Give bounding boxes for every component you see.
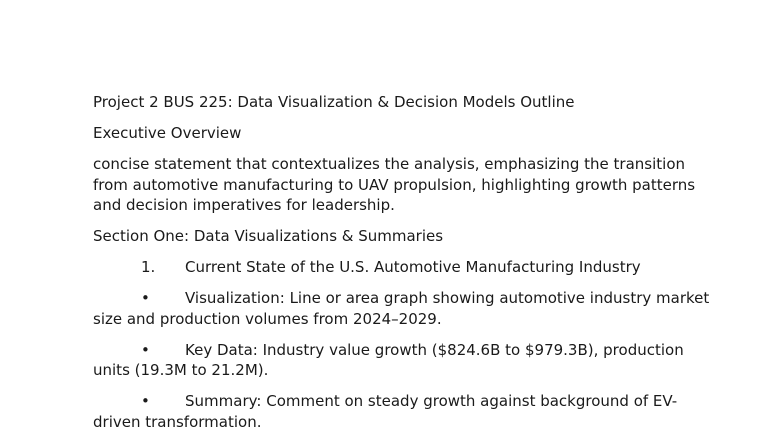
document-title: Project 2 BUS 225: Data Visualization & Decision Models Outline [93,93,575,111]
executive-overview-text: concise statement that contextualizes the analysis, emphasizing the transition from automotive manufacturing to UAV propulsion, highlighting growth patterns and decision imperatives for leadership. [93,155,696,214]
document-body [93,92,713,443]
bullet-item-summary [93,391,713,432]
executive-overview-heading: Executive Overview [93,124,242,142]
bullet-item-visualization [93,288,713,329]
bullet-icon: • [141,340,150,359]
bullet-item-key-data [93,340,713,381]
numbered-item-1 [93,257,713,278]
list-number: 1. [141,258,156,276]
section-one-heading: Section One: Data Visualizations & Summaries [93,227,444,245]
bullet-icon: • [141,289,150,307]
bullet-text: Key Data: Industry value growth ($824.6B to $979.3B), production units (19.3M to 21.2M). [93,340,684,379]
bullet-text: Visualization: Line or area graph showing automotive industry market size and production volumes from 2024–2029. [93,289,710,328]
bullet-text: Summary: Comment on steady growth against background of EV-driven transformation. [93,392,678,431]
numbered-item-text: Current State of the U.S. Automotive Manufacturing Industry [185,258,641,276]
bullet-icon: • [141,392,150,410]
